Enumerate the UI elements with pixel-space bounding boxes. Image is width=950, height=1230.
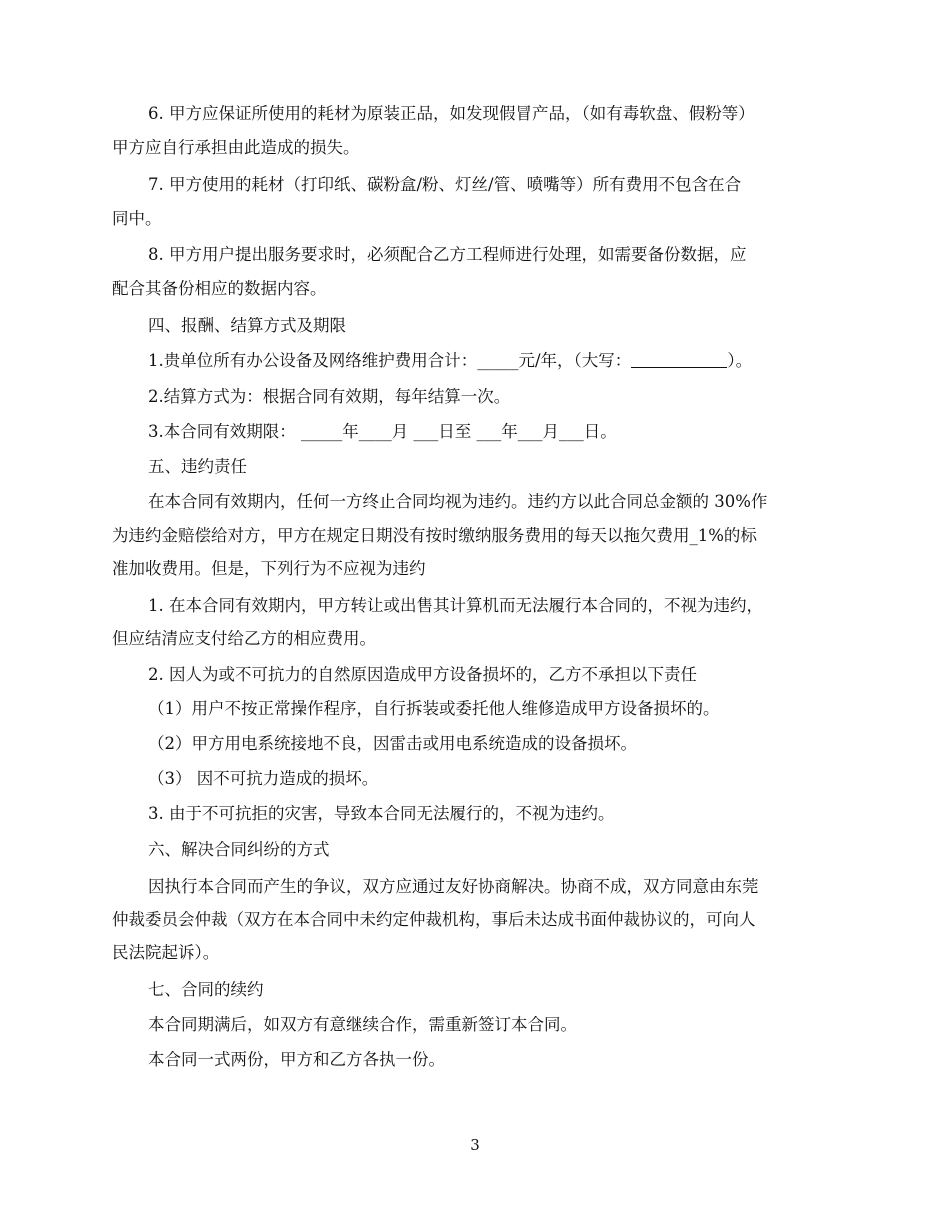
text-line: （3） 因不可抗力造成的损坏。 bbox=[148, 769, 379, 788]
text-line: 为违约金赔偿给对方，甲方在规定日期没有按时缴纳服务费用的每天以拖欠费用_1%的标 bbox=[112, 526, 757, 545]
text-line: 但应结清应支付给乙方的相应费用。 bbox=[112, 629, 376, 648]
text-line: 仲裁委员会仲裁（双方在本合同中未约定仲裁机构，事后未达成书面仲裁协议的，可向人 bbox=[112, 910, 756, 929]
section-heading: 五、违约责任 bbox=[148, 457, 247, 476]
text-line: 因执行本合同而产生的争议，双方应通过友好协商解决。协商不成，双方同意由东莞 bbox=[148, 877, 759, 896]
text-line: 本合同期满后，如双方有意继续合作，需重新签订本合同。 bbox=[148, 1015, 577, 1034]
section-heading: 六、解决合同纠纷的方式 bbox=[148, 840, 330, 859]
section-heading: 七、合同的续约 bbox=[148, 980, 264, 999]
text-line: 2. 因人为或不可抗力的自然原因造成甲方设备损坏的，乙方不承担以下责任 bbox=[148, 665, 697, 684]
text-line: （2）甲方用电系统接地不良，因雷击或用电系统造成的设备损坏。 bbox=[148, 734, 637, 753]
fee-total-line bbox=[148, 350, 752, 372]
text-line: 1. 在本合同有效期内，甲方转让或出售其计算机而无法履行本合同的，不视为违约， bbox=[148, 596, 763, 615]
text-line: 7. 甲方使用的耗材（打印纸、碳粉盒/粉、灯丝/管、喷嘴等）所有费用不包含在合 bbox=[148, 175, 742, 194]
amount-in-words-blank bbox=[631, 351, 727, 368]
text-line: 3. 由于不可抗拒的灾害，导致本合同无法履行的，不视为违约。 bbox=[148, 804, 615, 823]
section-heading: 四、报酬、结算方式及期限 bbox=[148, 316, 346, 335]
text-line: 同中。 bbox=[112, 209, 162, 228]
text-line: （1）用户不按正常操作程序，自行拆装或委托他人维修造成甲方设备损坏的。 bbox=[148, 699, 720, 718]
fee-total-text: 1.贵单位所有办公设备及网络维护费用合计：_____元/年，（大写： bbox=[148, 351, 632, 370]
text-line: 准加收费用。但是，下列行为不应视为违约 bbox=[112, 559, 426, 578]
text-line: 2.结算方式为：根据合同有效期，每年结算一次。 bbox=[148, 387, 511, 406]
text-line: 在本合同有效期内，任何一方终止合同均视为违约。违约方以此合同总金额的 30%作 bbox=[148, 492, 768, 511]
text-line: 6. 甲方应保证所使用的耗材为原装正品，如发现假冒产品，（如有毒软盘、假粉等） bbox=[148, 104, 755, 123]
text-line: 配合其备份相应的数据内容。 bbox=[112, 279, 327, 298]
text-line: 本合同一式两份，甲方和乙方各执一份。 bbox=[148, 1050, 445, 1069]
fee-total-close: ）。 bbox=[727, 351, 753, 370]
text-line: 民法院起诉）。 bbox=[112, 943, 220, 962]
text-line: 8. 甲方用户提出服务要求时，必须配合乙方工程师进行处理，如需要备份数据，应 bbox=[148, 245, 747, 264]
page-number: 3 bbox=[470, 1136, 480, 1154]
text-line: 甲方应自行承担由此造成的损失。 bbox=[112, 138, 360, 157]
text-line: 3.本合同有效期限： _____年____月 ___日至 ___年___月___日。 bbox=[148, 422, 617, 441]
